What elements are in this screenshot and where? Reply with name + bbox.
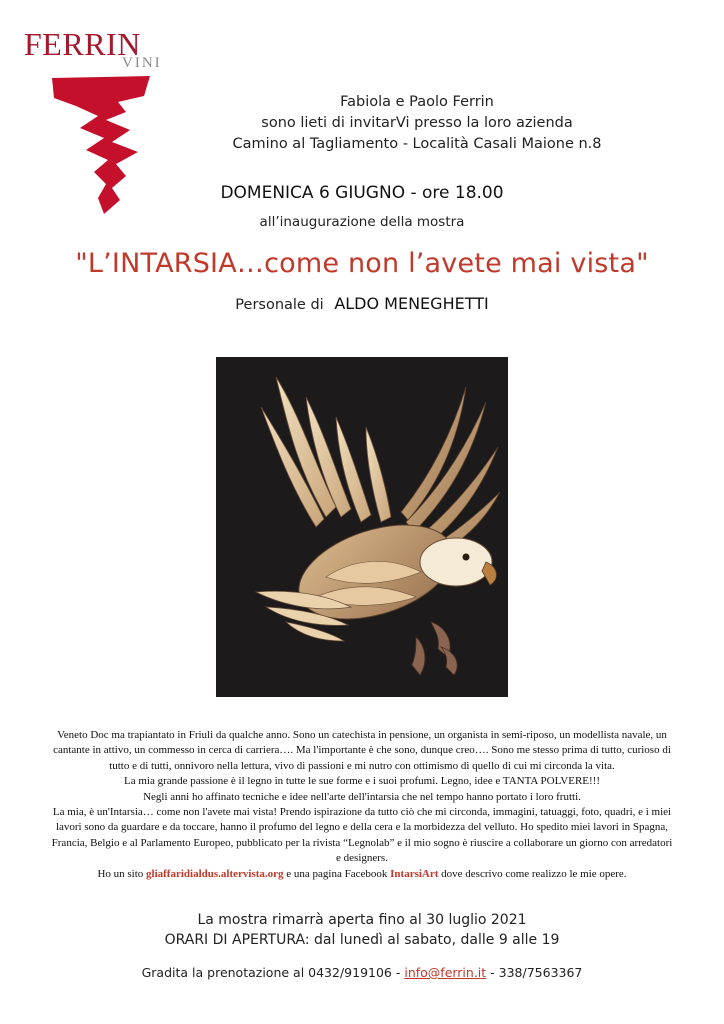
event-date: DOMENICA 6 GIUGNO - ore 18.00 bbox=[220, 183, 504, 203]
logo-sub: VINI bbox=[122, 55, 162, 71]
bio-p5-middle: e una pagina Facebook bbox=[283, 867, 391, 880]
artist-bio bbox=[48, 728, 676, 882]
bio-paragraph-2: La mia grande passione è il legno in tutte le sue forme e i suoi profumi. Legno, idee e TANTA POLVERE!!! bbox=[123, 775, 600, 788]
bio-paragraph-3: Negli anni ho affinato tecniche e idee nell'arte dell'intarsia che nel tempo hanno portato i loro frutti. bbox=[143, 790, 581, 803]
email-link[interactable]: info@ferrin.it bbox=[404, 965, 487, 980]
exhibition-title: "L’INTARSIA…come non l’avete mai vista" bbox=[75, 248, 649, 279]
bio-paragraph-4: La mia, è un'Intarsia… come non l'avete mai vista! Prendo ispirazione da tutto ciò che mi circonda, immagini, tatuaggi, foto, quadri, e i miei lavori sono da guardare e da toccare, hanno il profumo del legno e della cera e la morbidezza del velluto. Ho spedito miei lavori in Spagna, Francia, Belgio e al Parlamento Europeo, pubblicato per la rivista “Legnolab” e il mio sogno è riuscire a collaborare un giorno con arredatori e designers. bbox=[51, 806, 673, 865]
footer-suffix: - 338/7563367 bbox=[486, 965, 583, 980]
bio-p5-after: dove descrivo come realizzo le mie opere. bbox=[438, 867, 627, 880]
eagle-intarsia-photo bbox=[216, 357, 508, 697]
invite-line-2: sono lieti di invitarVi presso la loro azienda bbox=[261, 115, 573, 131]
invite-line-1: Fabiola e Paolo Ferrin bbox=[340, 94, 494, 110]
facebook-page-link[interactable]: IntarsiArt bbox=[390, 867, 439, 880]
invitation-text bbox=[0, 92, 724, 155]
website-link[interactable]: gliaffaridialdus.altervista.org bbox=[146, 867, 284, 880]
personale-label: Personale di bbox=[235, 297, 324, 313]
personale-line bbox=[0, 294, 724, 313]
closing-line-1: La mostra rimarrà aperta fino al 30 luglio 2021 bbox=[197, 912, 527, 928]
bio-paragraph-5 bbox=[48, 867, 676, 882]
closing-line-2: ORARI DI APERTURA: dal lunedì al sabato, dalle 9 alle 19 bbox=[164, 932, 560, 948]
invite-line-3: Camino al Tagliamento - Località Casali Maione n.8 bbox=[232, 136, 602, 152]
artist-name: ALDO MENEGHETTI bbox=[334, 294, 489, 313]
bio-p5-before: Ho un sito bbox=[97, 867, 147, 880]
bio-paragraph-1: Veneto Doc ma trapiantato in Friuli da qualche anno. Sono un catechista in pensione, un organista in semi-riposo, un modellista navale, un cantante in attivo, un commesso in cerca di carriera…. Ma l'importante è che sono, dunque creo…. Sono me stesso prima di tutto, curioso di tutto e di tutti, onnivoro nella lettura, vivo di passioni e mi nutro con ottimismo di quello di cui mi circonda la vita. bbox=[53, 729, 671, 772]
logo-brand: FERRIN bbox=[24, 26, 141, 62]
booking-footer bbox=[0, 965, 724, 980]
exhibition-hours bbox=[0, 910, 724, 950]
eagle-icon bbox=[216, 357, 508, 697]
footer-prefix: Gradita la prenotazione al 0432/919106 - bbox=[141, 965, 405, 980]
inauguration-text: all’inaugurazione della mostra bbox=[259, 214, 465, 230]
